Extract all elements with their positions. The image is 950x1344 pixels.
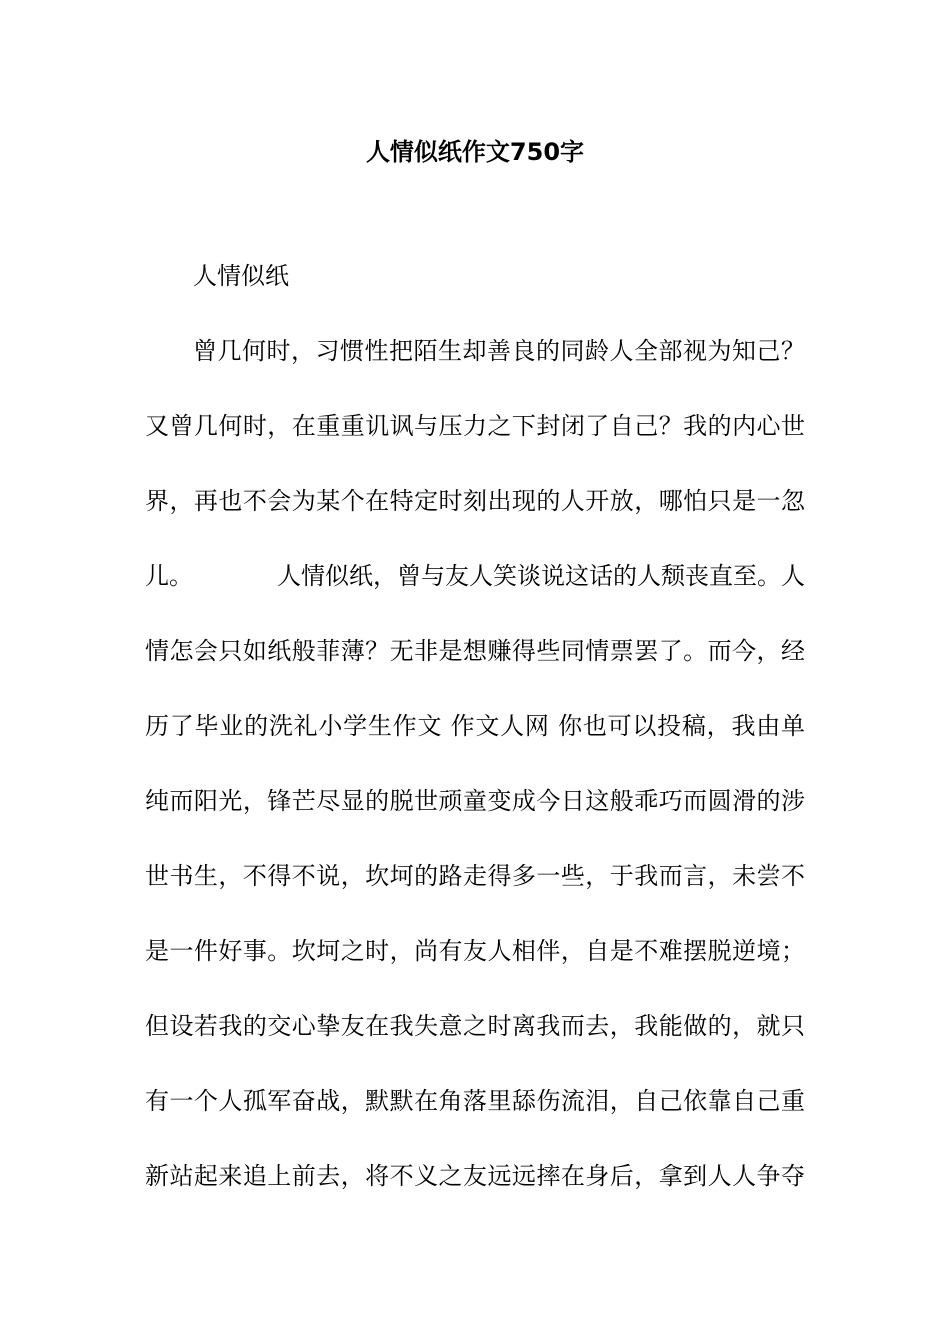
- paragraph-line-split: [145, 560, 805, 592]
- paragraph-line: 情怎会只如纸般菲薄？无非是想赚得些同情票罢了。而今，经: [145, 637, 805, 665]
- section-heading: 人情似纸: [193, 262, 289, 290]
- paragraph-line: 新站起来追上前去，将不义之友远远摔在身后，拿到人人争夺: [145, 1162, 805, 1190]
- paragraph-line-end: 儿。: [145, 562, 193, 590]
- paragraph-line: 历了毕业的洗礼小学生作文 作文人网 你也可以投稿，我由单: [145, 712, 805, 740]
- paragraph-line: 界，再也不会为某个在特定时刻出现的人开放，哪怕只是一忽: [145, 487, 805, 515]
- paragraph-line: 但设若我的交心挚友在我失意之时离我而去，我能做的，就只: [145, 1012, 805, 1040]
- paragraph-line: 曾几何时，习惯性把陌生却善良的同龄人全部视为知己？: [193, 337, 805, 365]
- document-title: 人情似纸作文750字: [365, 138, 585, 166]
- paragraph-line: 有一个人孤军奋战，默默在角落里舔伤流泪，自己依靠自己重: [145, 1087, 805, 1115]
- paragraph-line: 世书生，不得不说，坎坷的路走得多一些，于我而言，未尝不: [145, 862, 805, 890]
- paragraph-line: 又曾几何时，在重重讥讽与压力之下封闭了自己？我的内心世: [145, 412, 805, 440]
- paragraph-line: 是一件好事。坎坷之时，尚有友人相伴，自是不难摆脱逆境；: [145, 937, 805, 965]
- paragraph-line-start: 人情似纸，曾与友人笑谈说这话的人颓丧直至。人: [277, 562, 805, 590]
- paragraph-line: 纯而阳光，锋芒尽显的脱世顽童变成今日这般乖巧而圆滑的涉: [145, 787, 805, 815]
